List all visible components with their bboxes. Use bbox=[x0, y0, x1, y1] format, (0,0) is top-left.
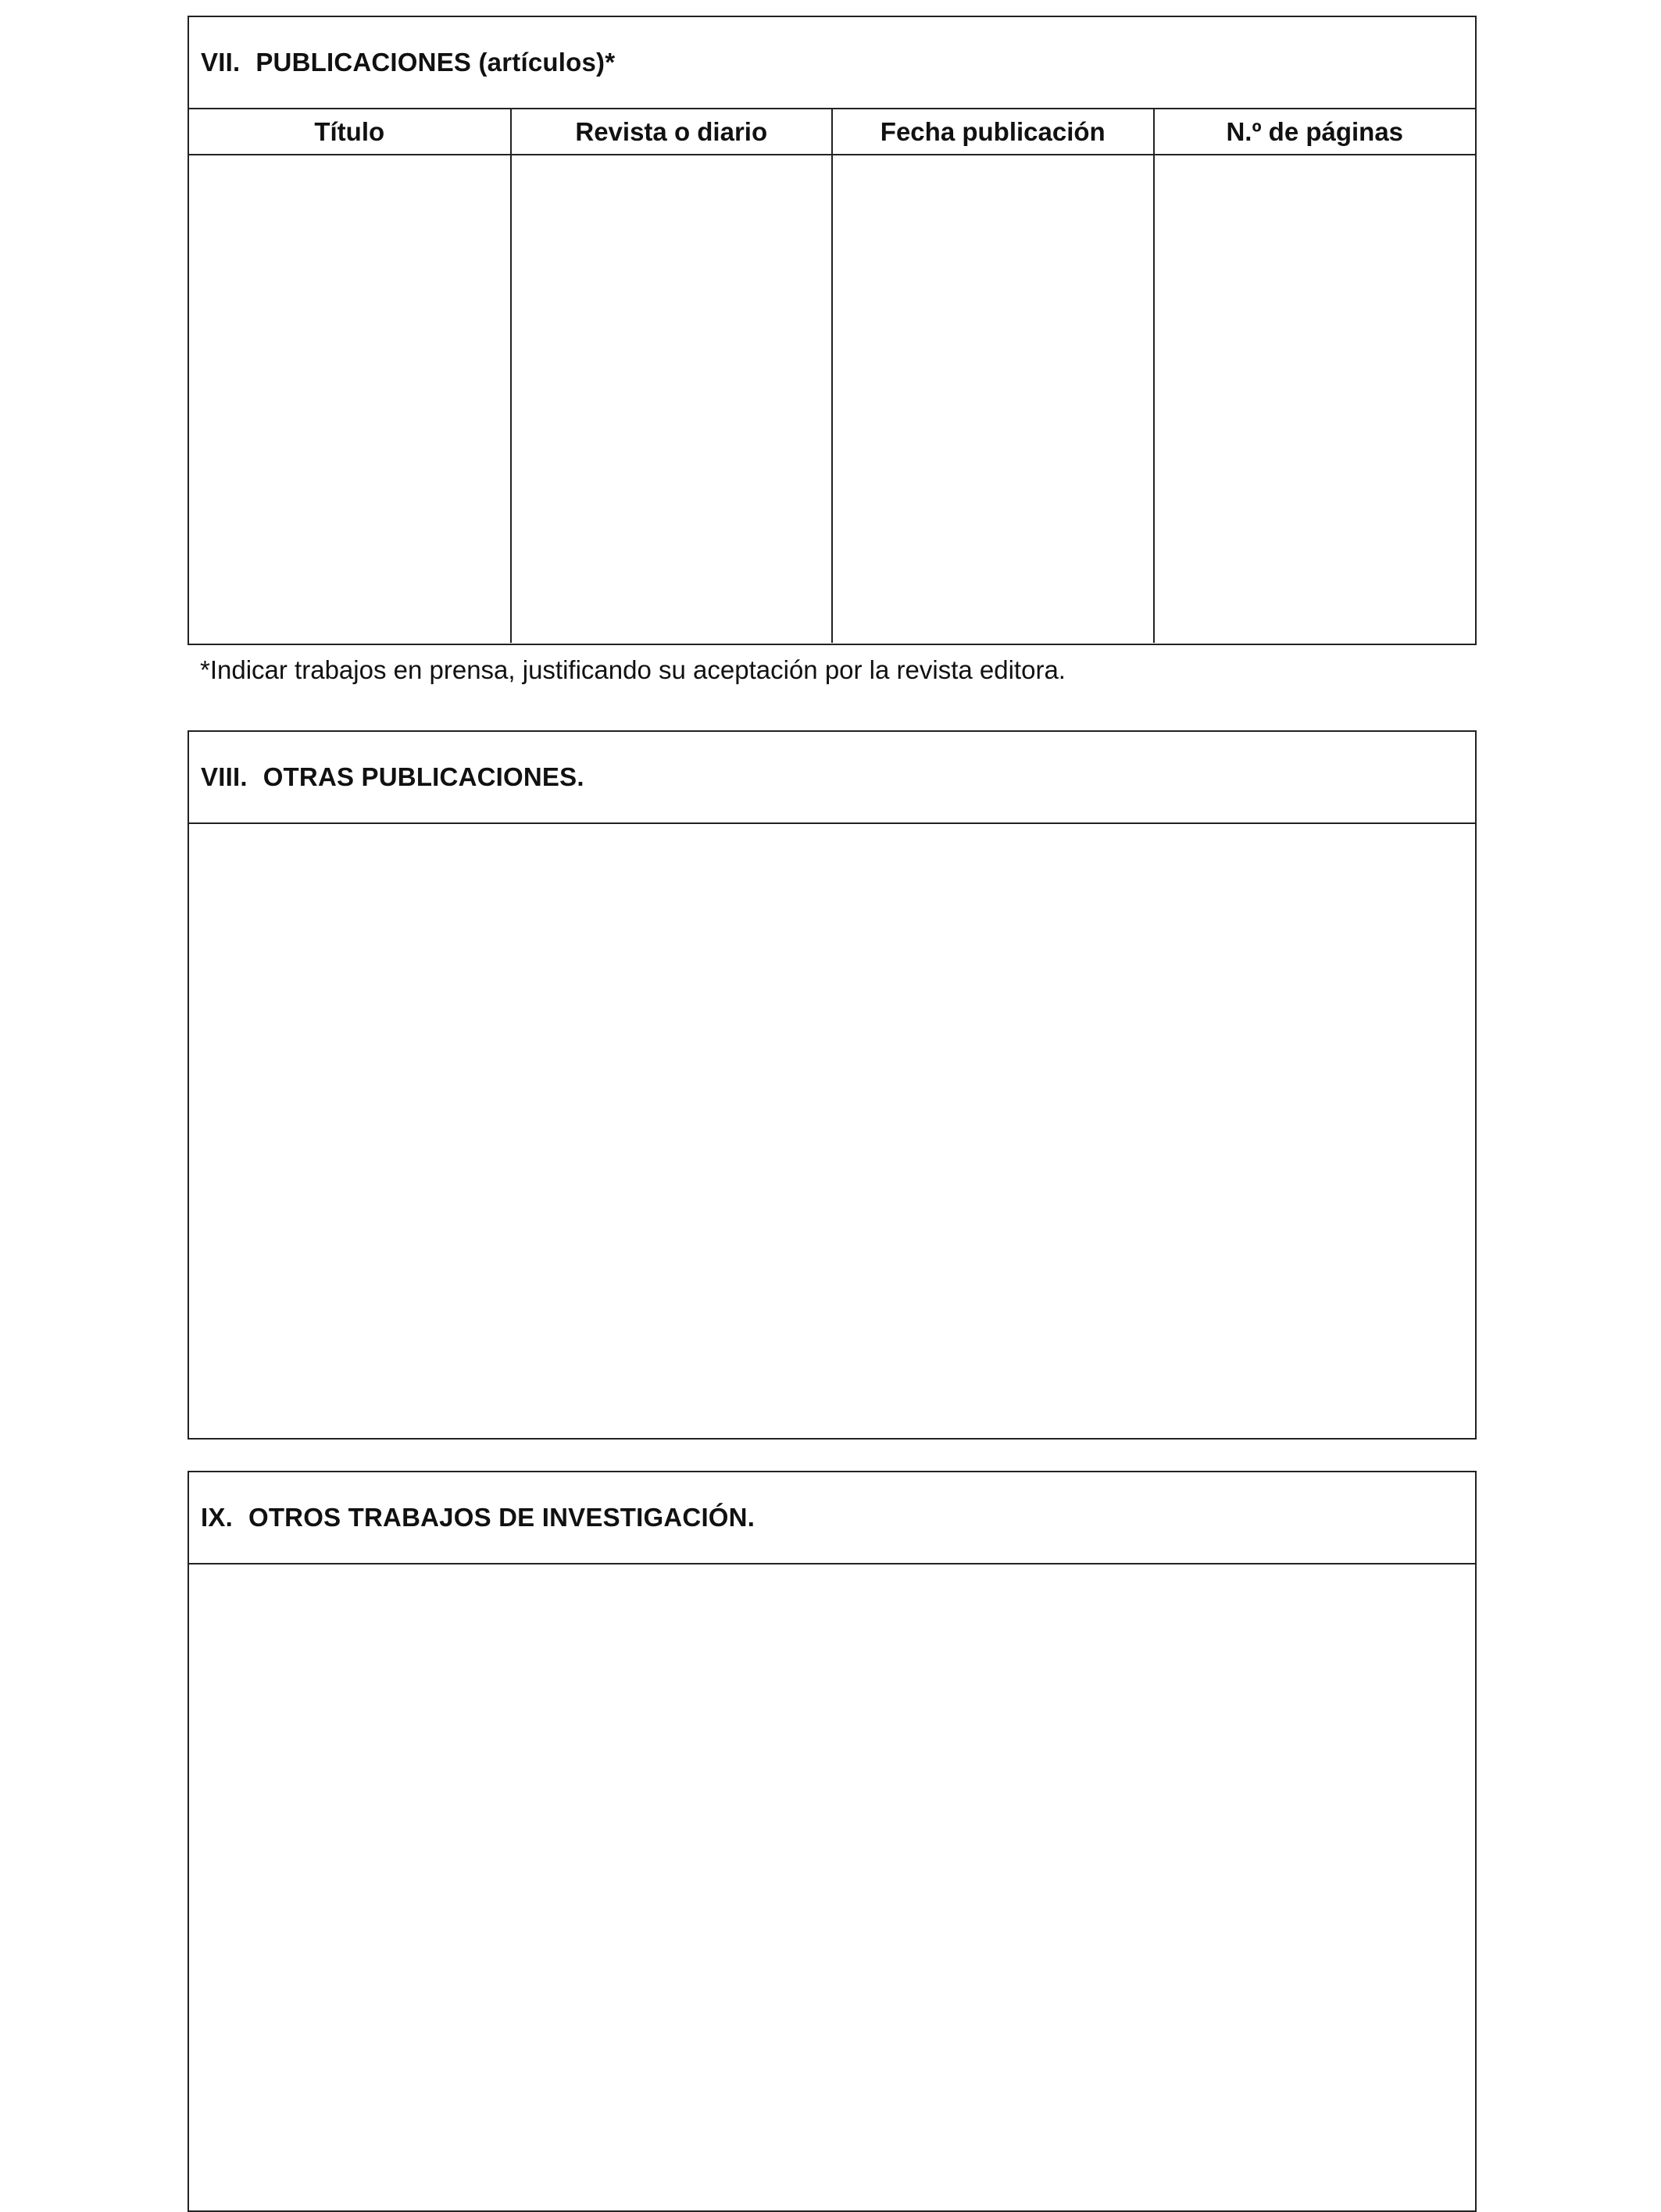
paginas-input-cell[interactable] bbox=[1154, 155, 1476, 643]
section-ix-otros-trabajos bbox=[188, 1471, 1477, 2212]
publicaciones-table bbox=[189, 109, 1475, 643]
column-header-titulo: Título bbox=[189, 109, 511, 155]
section-ix-title: OTROS TRABAJOS DE INVESTIGACIÓN. bbox=[248, 1503, 755, 1532]
section-ix-number: IX. bbox=[201, 1503, 233, 1532]
section-viii-content-area[interactable] bbox=[189, 824, 1475, 1438]
section-viii-number: VIII. bbox=[201, 762, 248, 791]
section-vii-number: VII. bbox=[201, 48, 241, 77]
section-ix-header bbox=[189, 1472, 1475, 1564]
section-vii-publicaciones bbox=[188, 16, 1477, 645]
section-vii-header bbox=[189, 17, 1475, 109]
fecha-input-cell[interactable] bbox=[832, 155, 1154, 643]
section-ix-content-area[interactable] bbox=[189, 1564, 1475, 2210]
column-header-revista: Revista o diario bbox=[511, 109, 833, 155]
table-header-row bbox=[189, 109, 1475, 155]
section-viii-header bbox=[189, 732, 1475, 824]
section-viii-otras-publicaciones bbox=[188, 730, 1477, 1440]
titulo-input-cell[interactable] bbox=[189, 155, 511, 643]
section-vii-title: PUBLICACIONES (artículos)* bbox=[255, 48, 616, 77]
revista-input-cell[interactable] bbox=[511, 155, 833, 643]
section-viii-title: OTRAS PUBLICACIONES. bbox=[263, 762, 584, 791]
table-row bbox=[189, 155, 1475, 643]
column-header-fecha: Fecha publicación bbox=[832, 109, 1154, 155]
column-header-paginas: N.º de páginas bbox=[1154, 109, 1476, 155]
footnote: *Indicar trabajos en prensa, justificando su aceptación por la revista editora. bbox=[200, 655, 1066, 684]
